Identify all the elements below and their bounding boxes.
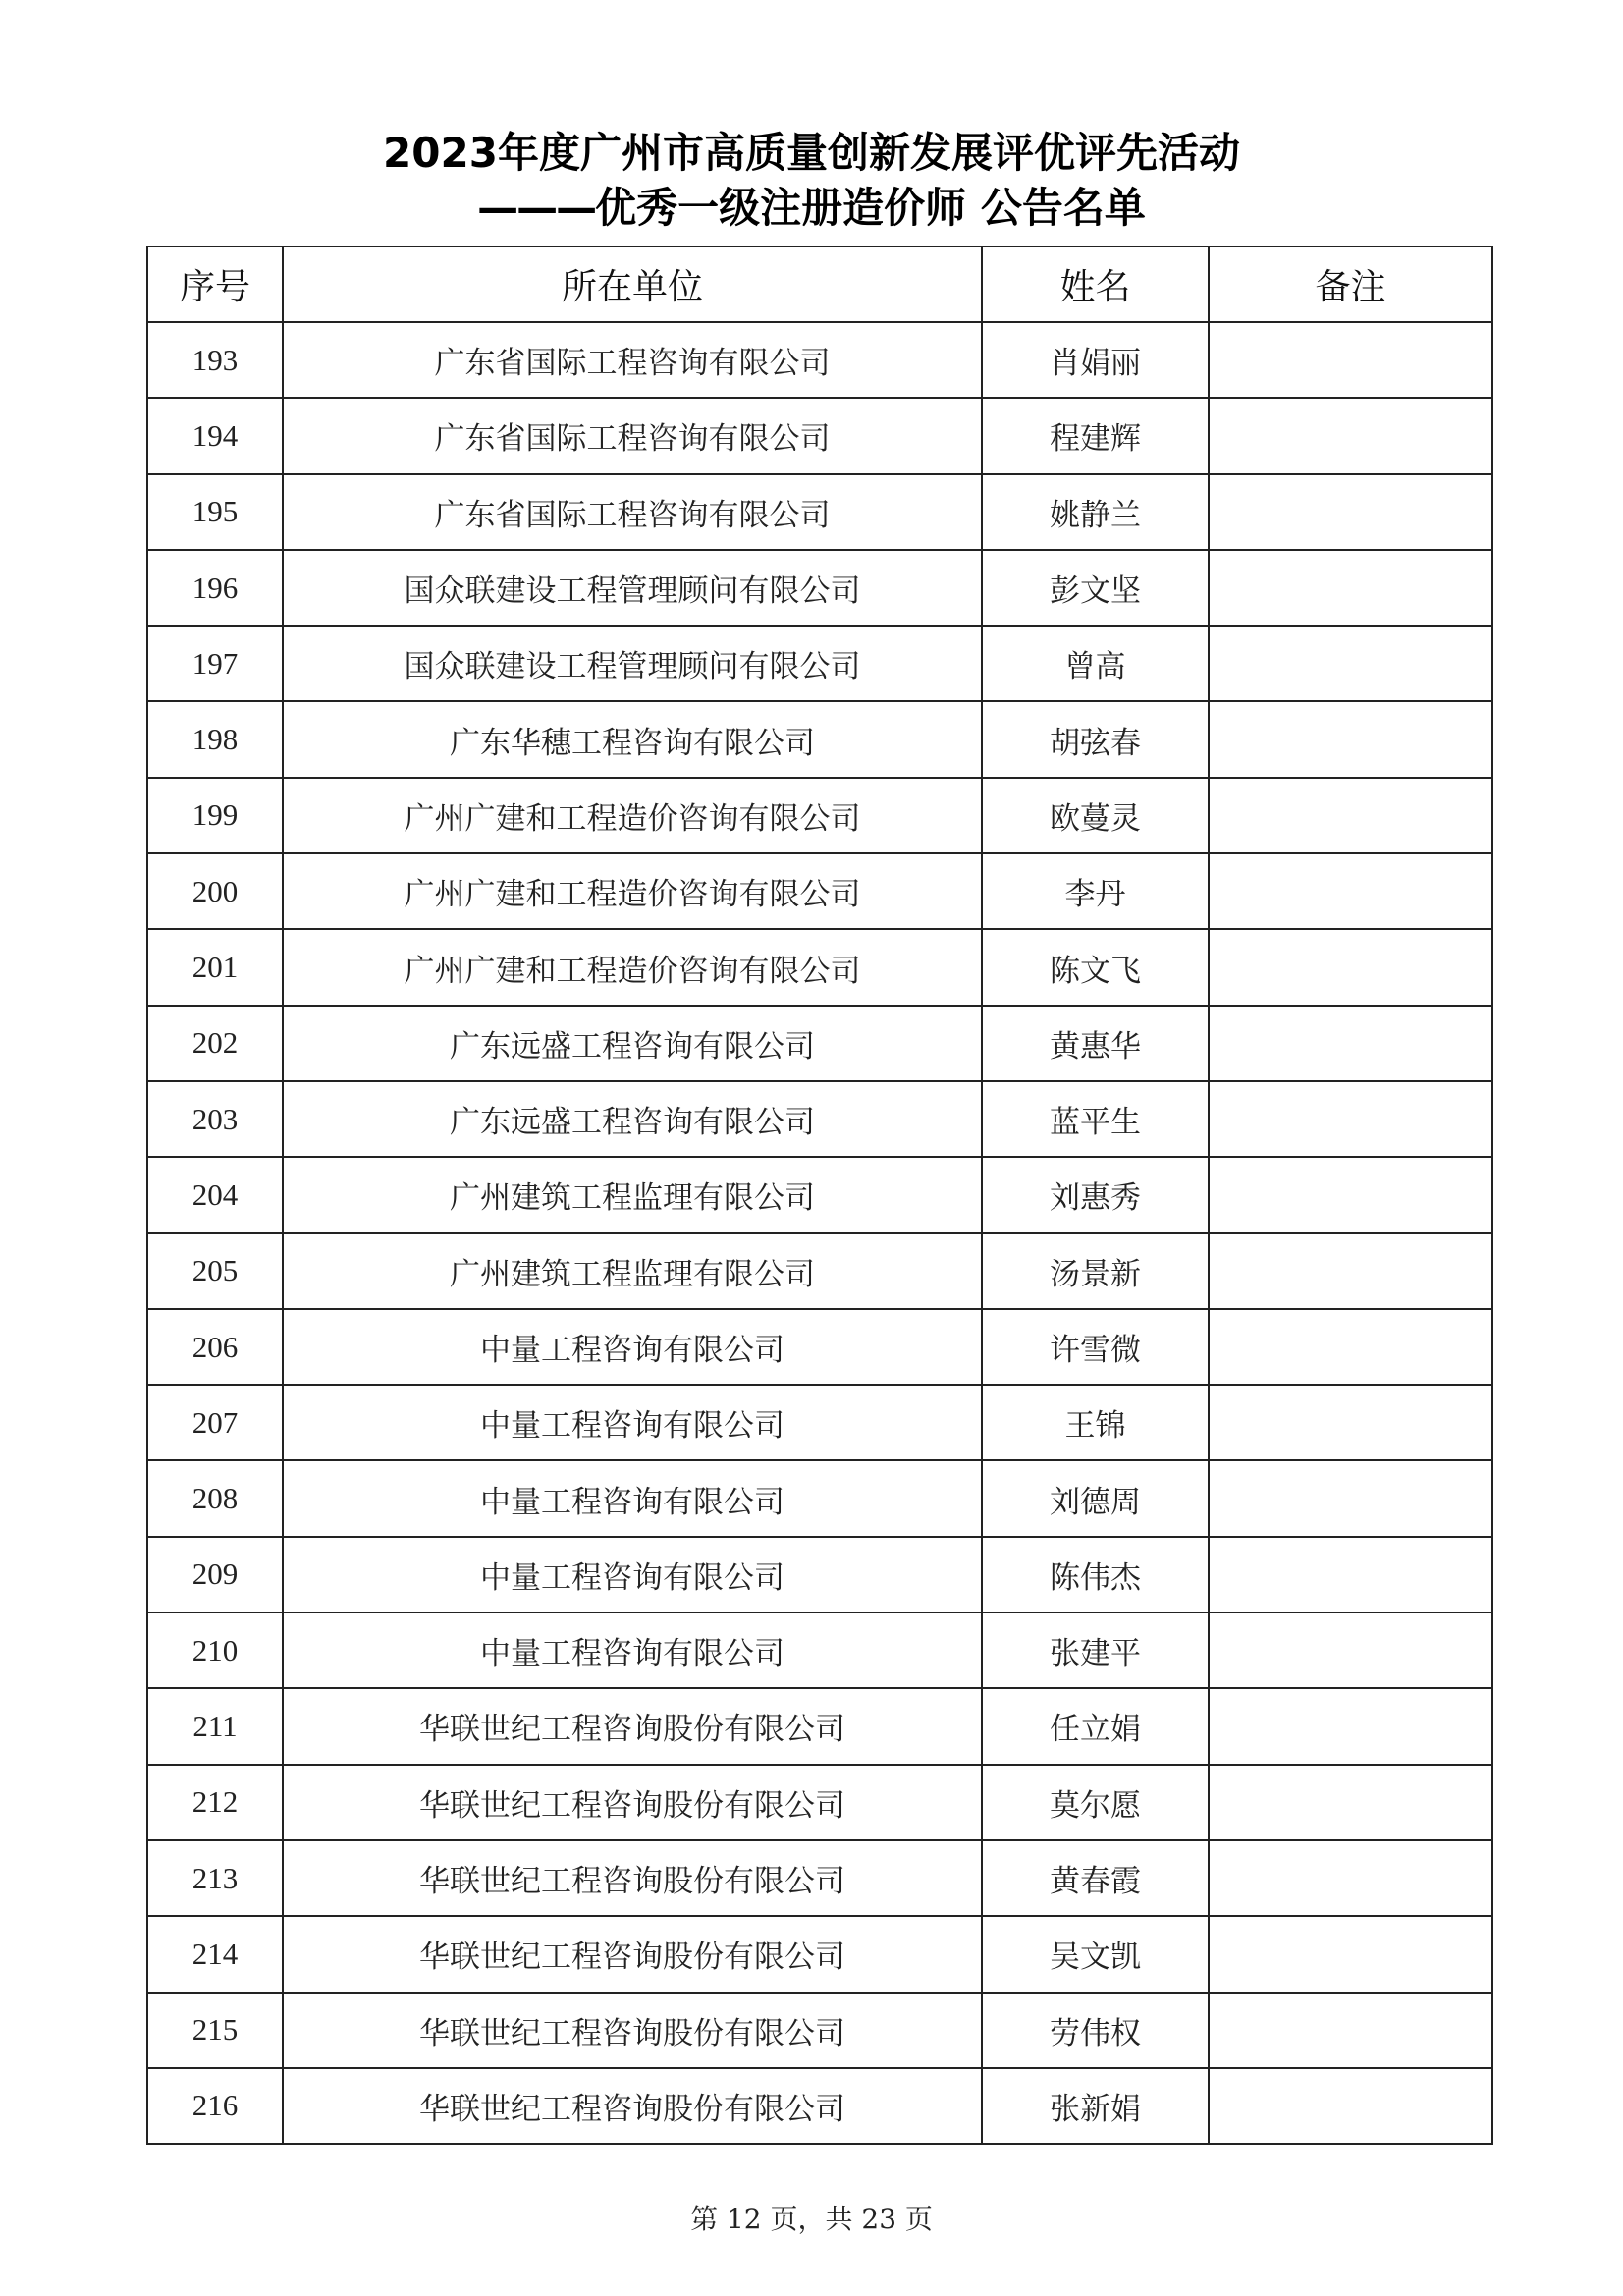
cell-remark: [1209, 1916, 1492, 1992]
cell-unit: 国众联建设工程管理顾问有限公司: [283, 626, 982, 701]
cell-remark: [1209, 398, 1492, 473]
cell-no: 193: [147, 322, 283, 398]
table-row: [147, 853, 1492, 929]
cell-name: 陈文飞: [982, 929, 1209, 1005]
cell-no: 197: [147, 626, 283, 701]
cell-unit: 广州建筑工程监理有限公司: [283, 1233, 982, 1309]
cell-name: 黄惠华: [982, 1006, 1209, 1081]
cell-remark: [1209, 1840, 1492, 1916]
page-footer: 第 12 页，共 23 页: [690, 2203, 933, 2235]
table-row: [147, 1993, 1492, 2068]
cell-remark: [1209, 1993, 1492, 2068]
cell-unit: 中量工程咨询有限公司: [283, 1385, 982, 1460]
cell-no: 201: [147, 929, 283, 1005]
cell-name: 黄春霞: [982, 1840, 1209, 1916]
cell-remark: [1209, 929, 1492, 1005]
cell-name: 刘惠秀: [982, 1157, 1209, 1232]
cell-no: 209: [147, 1537, 283, 1613]
cell-name: 张新娟: [982, 2068, 1209, 2144]
cell-unit: 广东远盛工程咨询有限公司: [283, 1081, 982, 1157]
cell-no: 211: [147, 1688, 283, 1764]
cell-unit: 华联世纪工程咨询股份有限公司: [283, 1916, 982, 1992]
cell-remark: [1209, 1233, 1492, 1309]
table-row: [147, 1233, 1492, 1309]
cell-name: 程建辉: [982, 398, 1209, 473]
cell-unit: 中量工程咨询有限公司: [283, 1460, 982, 1536]
cell-name: 欧蔓灵: [982, 778, 1209, 853]
cell-no: 203: [147, 1081, 283, 1157]
table-row: [147, 778, 1492, 853]
cell-remark: [1209, 626, 1492, 701]
cell-unit: 华联世纪工程咨询股份有限公司: [283, 1993, 982, 2068]
table-row: [147, 1537, 1492, 1613]
cell-no: 202: [147, 1006, 283, 1081]
cell-remark: [1209, 550, 1492, 626]
table-row: [147, 1688, 1492, 1764]
cell-name: 许雪微: [982, 1309, 1209, 1385]
cell-no: 215: [147, 1993, 283, 2068]
cell-unit: 广州建筑工程监理有限公司: [283, 1157, 982, 1232]
subtitle-main: 优秀一级注册造价师: [595, 184, 967, 232]
table-row: [147, 1309, 1492, 1385]
table-row: [147, 2068, 1492, 2144]
cell-remark: [1209, 2068, 1492, 2144]
cell-unit: 广东省国际工程咨询有限公司: [283, 322, 982, 398]
table-body: [147, 322, 1492, 2144]
cell-no: 208: [147, 1460, 283, 1536]
table-row: [147, 322, 1492, 398]
table-header: [147, 246, 1492, 322]
cell-remark: [1209, 853, 1492, 929]
header-row: [147, 246, 1492, 322]
cell-no: 195: [147, 474, 283, 550]
cell-remark: [1209, 322, 1492, 398]
cell-unit: 国众联建设工程管理顾问有限公司: [283, 550, 982, 626]
cell-unit: 中量工程咨询有限公司: [283, 1537, 982, 1613]
cell-unit: 广东省国际工程咨询有限公司: [283, 474, 982, 550]
table-row: [147, 1613, 1492, 1688]
cell-name: 任立娟: [982, 1688, 1209, 1764]
table-row: [147, 1385, 1492, 1460]
cell-no: 198: [147, 701, 283, 777]
header-no: 序号: [147, 246, 283, 322]
cell-remark: [1209, 1081, 1492, 1157]
cell-no: 206: [147, 1309, 283, 1385]
subtitle-suffix: 公告名单: [980, 184, 1146, 232]
cell-name: 胡弦春: [982, 701, 1209, 777]
cell-unit: 华联世纪工程咨询股份有限公司: [283, 2068, 982, 2144]
cell-name: 陈伟杰: [982, 1537, 1209, 1613]
page-title: 2023年度广州市高质量创新发展评优评先活动: [383, 129, 1240, 177]
cell-name: 彭文坚: [982, 550, 1209, 626]
cell-name: 肖娟丽: [982, 322, 1209, 398]
cell-name: 莫尔愿: [982, 1765, 1209, 1840]
header-unit: 所在单位: [283, 246, 982, 322]
cell-no: 204: [147, 1157, 283, 1232]
cell-remark: [1209, 778, 1492, 853]
cell-name: 姚静兰: [982, 474, 1209, 550]
table-row: [147, 1081, 1492, 1157]
cell-remark: [1209, 1537, 1492, 1613]
cell-remark: [1209, 1460, 1492, 1536]
table-row: [147, 1765, 1492, 1840]
table-row: [147, 1460, 1492, 1536]
cell-unit: 中量工程咨询有限公司: [283, 1309, 982, 1385]
cell-unit: 广州广建和工程造价咨询有限公司: [283, 929, 982, 1005]
cell-name: 曾高: [982, 626, 1209, 701]
cell-remark: [1209, 701, 1492, 777]
table-row: [147, 626, 1492, 701]
table-row: [147, 474, 1492, 550]
table-row: [147, 701, 1492, 777]
cell-no: 205: [147, 1233, 283, 1309]
cell-no: 214: [147, 1916, 283, 1992]
cell-no: 213: [147, 1840, 283, 1916]
page-subtitle: [0, 183, 1623, 234]
cell-no: 210: [147, 1613, 283, 1688]
cell-unit: 华联世纪工程咨询股份有限公司: [283, 1688, 982, 1764]
cell-name: 蓝平生: [982, 1081, 1209, 1157]
cell-remark: [1209, 1688, 1492, 1764]
cell-name: 吴文凯: [982, 1916, 1209, 1992]
subtitle-dash: ———: [477, 184, 596, 232]
header-name: 姓名: [982, 246, 1209, 322]
cell-no: 216: [147, 2068, 283, 2144]
cell-remark: [1209, 1385, 1492, 1460]
cell-no: 199: [147, 778, 283, 853]
table-row: [147, 1916, 1492, 1992]
table-row: [147, 1006, 1492, 1081]
cell-unit: 华联世纪工程咨询股份有限公司: [283, 1765, 982, 1840]
cell-unit: 广东华穗工程咨询有限公司: [283, 701, 982, 777]
cell-unit: 广东远盛工程咨询有限公司: [283, 1006, 982, 1081]
cell-unit: 华联世纪工程咨询股份有限公司: [283, 1840, 982, 1916]
cell-no: 194: [147, 398, 283, 473]
cell-no: 196: [147, 550, 283, 626]
cell-remark: [1209, 1765, 1492, 1840]
cell-no: 207: [147, 1385, 283, 1460]
table-row: [147, 1157, 1492, 1232]
cell-remark: [1209, 1157, 1492, 1232]
cell-unit: 广州广建和工程造价咨询有限公司: [283, 853, 982, 929]
cell-no: 212: [147, 1765, 283, 1840]
cell-name: 张建平: [982, 1613, 1209, 1688]
table-row: [147, 929, 1492, 1005]
header-remark: 备注: [1209, 246, 1492, 322]
cell-name: 刘德周: [982, 1460, 1209, 1536]
cell-no: 200: [147, 853, 283, 929]
cell-remark: [1209, 1309, 1492, 1385]
cell-remark: [1209, 1613, 1492, 1688]
cell-name: 劳伟权: [982, 1993, 1209, 2068]
roster-table: [146, 246, 1493, 2145]
table-row: [147, 398, 1492, 473]
cell-unit: 广州广建和工程造价咨询有限公司: [283, 778, 982, 853]
cell-name: 汤景新: [982, 1233, 1209, 1309]
cell-name: 王锦: [982, 1385, 1209, 1460]
cell-remark: [1209, 474, 1492, 550]
table-row: [147, 550, 1492, 626]
cell-name: 李丹: [982, 853, 1209, 929]
cell-remark: [1209, 1006, 1492, 1081]
table-row: [147, 1840, 1492, 1916]
cell-unit: 中量工程咨询有限公司: [283, 1613, 982, 1688]
cell-unit: 广东省国际工程咨询有限公司: [283, 398, 982, 473]
